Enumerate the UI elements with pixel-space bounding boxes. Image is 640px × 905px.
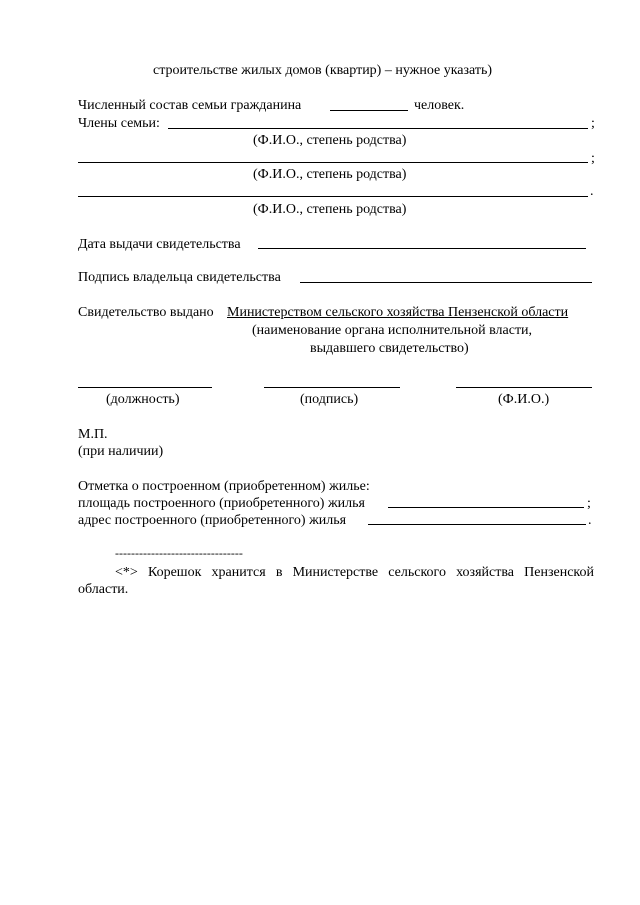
fio-hint-3: (Ф.И.О., степень родства) <box>253 202 407 217</box>
footnote-separator: -------------------------------- <box>115 546 243 560</box>
seal-note: (при наличии) <box>78 444 164 459</box>
housing-mark-label: Отметка о построенном (приобретенном) жилье: <box>78 479 370 494</box>
official-fio-field[interactable] <box>456 387 592 388</box>
family-count-unit: человек. <box>414 98 465 113</box>
seal-label: М.П. <box>78 427 108 442</box>
housing-area-label: площадь построенного (приобретенного) жилья <box>78 496 365 511</box>
family-members-label: Члены семьи: <box>78 116 160 131</box>
family-member-field-3[interactable] <box>78 196 588 197</box>
period-1: . <box>590 184 594 199</box>
issue-date-label: Дата выдачи свидетельства <box>78 237 241 252</box>
fio-hint-2: (Ф.И.О., степень родства) <box>253 167 407 182</box>
issued-by-label: Свидетельство выдано <box>78 305 214 320</box>
construction-note: строительстве жилых домов (квартир) – нужное указать) <box>153 63 493 78</box>
footnote-text: <*> Корешок хранится в Министерстве сельского хозяйства Пензенской области. <box>78 565 594 597</box>
authority-hint-line-2: выдавшего свидетельство) <box>310 341 469 356</box>
position-hint: (должность) <box>106 392 180 407</box>
signature-hint: (подпись) <box>300 392 359 407</box>
fio-hint-1: (Ф.И.О., степень родства) <box>253 133 407 148</box>
issue-date-field[interactable] <box>258 248 586 249</box>
family-member-field-1[interactable] <box>168 128 588 129</box>
semicolon-2: ; <box>591 151 595 166</box>
official-fio-hint: (Ф.И.О.) <box>498 392 550 407</box>
issuing-authority: Министерством сельского хозяйства Пензенской области <box>227 305 569 320</box>
housing-address-label: адрес построенного (приобретенного) жилья <box>78 513 347 528</box>
family-count-label: Численный состав семьи гражданина <box>78 98 302 113</box>
period-2: . <box>588 513 592 528</box>
holder-signature-field[interactable] <box>300 282 592 283</box>
housing-area-field[interactable] <box>388 507 584 508</box>
family-count-field[interactable] <box>330 110 408 111</box>
holder-signature-label: Подпись владельца свидетельства <box>78 270 281 285</box>
housing-address-field[interactable] <box>368 524 586 525</box>
authority-hint-line-1: (наименование органа исполнительной власти, <box>252 323 533 338</box>
semicolon-3: ; <box>587 496 591 511</box>
position-field[interactable] <box>78 387 212 388</box>
signature-field[interactable] <box>264 387 400 388</box>
family-member-field-2[interactable] <box>78 162 588 163</box>
semicolon-1: ; <box>591 116 595 131</box>
